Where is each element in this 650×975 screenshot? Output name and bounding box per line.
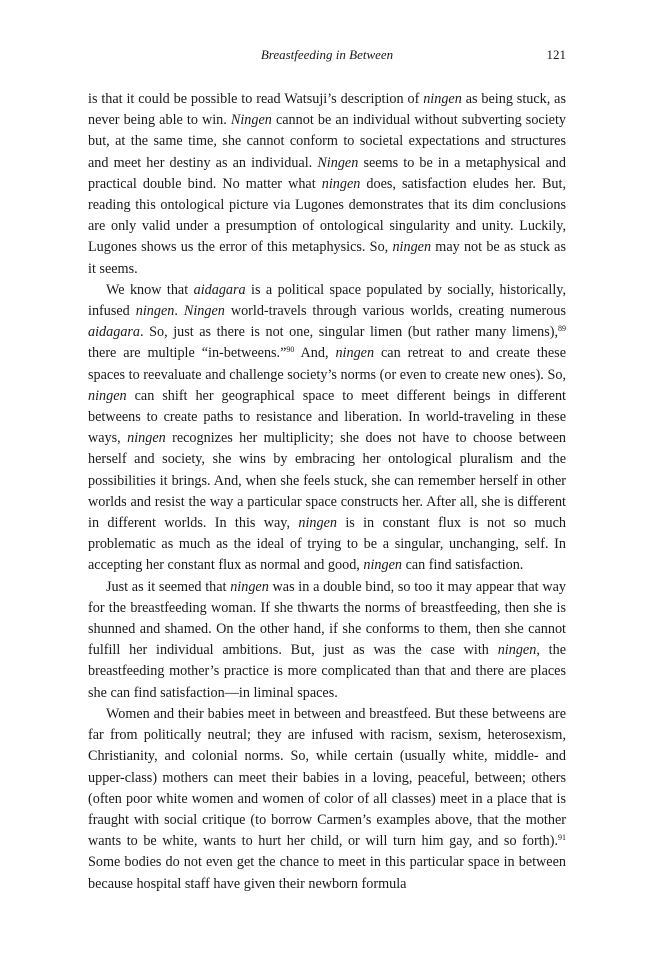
italic-term: aidagara	[88, 324, 141, 341]
text-run: may not be as stuck as it seems.	[88, 239, 566, 277]
body-text	[88, 89, 566, 895]
italic-term: aidagara	[193, 281, 246, 298]
text-run: is in constant flux is not so much problematic as much as the ideal of trying to be a singular, unchanging, self. In accepting her constant flux as normal and good,	[88, 515, 566, 574]
italic-term: Ningen	[230, 112, 272, 129]
text-run: .	[174, 303, 184, 320]
text-run: can shift her geographical space to meet different beings in different betweens to create paths to resistance and liberation. In world-traveling in these ways,	[88, 387, 566, 447]
text-run: is that it could be possible to read Watsuji’s description of	[88, 91, 424, 107]
italic-term: ningen	[363, 557, 403, 574]
italic-term: Ningen	[317, 154, 359, 171]
italic-term: ningen	[423, 91, 462, 107]
footnote-marker: 90	[286, 345, 295, 355]
italic-term: ningen	[298, 515, 337, 532]
text-run: seems to be in a metaphysical and practical double bind. No matter what	[88, 154, 566, 192]
text-run: world-travels through various worlds, creating numerous	[224, 303, 566, 320]
text-run: Just as it seemed that	[106, 578, 231, 595]
italic-term: ningen	[127, 430, 166, 447]
page-number: 121	[546, 47, 566, 62]
italic-term: ningen	[230, 578, 269, 595]
italic-term: ningen	[392, 239, 432, 256]
italic-term: ningen	[335, 345, 375, 362]
text-run: does, satisfaction eludes her. But, reading this ontological picture via Lugones demonstrates that its dim conclusions are only valid under a presumption of ontological singularity and unity. Luckily, Lugones shows us the error of this metaphysics. So,	[88, 175, 566, 256]
text-run: And,	[294, 345, 336, 362]
text-run: Some bodies do not even get the chance to meet in this particular space in between because hospital staff have given their newborn formula	[88, 854, 566, 892]
text-run: Women and their babies meet in between and breastfeed. But these betweens are far from politically neutral; they are infused with racism, sexism, heterosexism, Christianity, and colonial norms. So, while certain (usually white, middle- and upper-class) mothers can meet their babies in a loving, peaceful, between; others (often poor white women and women of color of all classes) meet in a place that is fraught with social critique (to borrow Carmen’s examples above, that the mother wants to be white, wants to hurt her child, or will turn him gay, and so forth).	[88, 705, 566, 850]
text-run: is a political space populated by socially, historically, infused	[88, 281, 566, 320]
text-run: can retreat to and create these spaces to reevaluate and challenge society’s norms (or even to create new ones). So,	[88, 345, 566, 383]
paragraph	[88, 89, 566, 280]
text-run: We know that	[106, 281, 194, 298]
text-run: , the breastfeeding mother’s practice is more complicated than that and there are places she can find satisfaction—in liminal spaces.	[88, 642, 566, 701]
italic-term: ningen	[135, 303, 175, 320]
text-run: as being stuck, as never being able to win.	[88, 91, 566, 129]
footnote-marker: 89	[558, 324, 566, 334]
text-run: . So, just as there is not one, singular limen (but rather many limens),	[140, 324, 558, 341]
paragraph	[88, 577, 566, 704]
text-run: was in a double bind, so too it may appear that way for the breastfeeding woman. If she thwarts the norms of breastfeeding, then she is shunned and shamed. On the other hand, if she conforms to them, then she cannot fulfill her individual ambitions. But, just as was the case with	[88, 578, 566, 659]
text-run: cannot be an individual without subverting society but, at the same time, she cannot conform to societal expectations and structures and meet her destiny as an individual.	[88, 112, 566, 171]
italic-term: Ningen	[183, 303, 225, 320]
running-title: Breastfeeding in Between	[260, 47, 394, 62]
italic-term: ningen	[497, 642, 537, 659]
text-run: there are multiple “in-betweens.”	[88, 345, 287, 362]
italic-term: ningen	[88, 387, 127, 404]
text-run: recognizes her multiplicity; she does not have to choose between herself and society, she wins by embracing her ontological pluralism and the possibilities it brings. And, when she feels stuck, she can remember herself in other worlds and resist the way a particular space constructs her. After all, she is different in different worlds. In this way,	[88, 430, 566, 532]
paragraph	[88, 704, 566, 895]
text-run: can find satisfaction.	[402, 557, 524, 574]
running-header	[88, 46, 566, 64]
footnote-marker: 91	[558, 833, 566, 843]
paragraph	[88, 280, 566, 577]
italic-term: ningen	[321, 175, 361, 192]
